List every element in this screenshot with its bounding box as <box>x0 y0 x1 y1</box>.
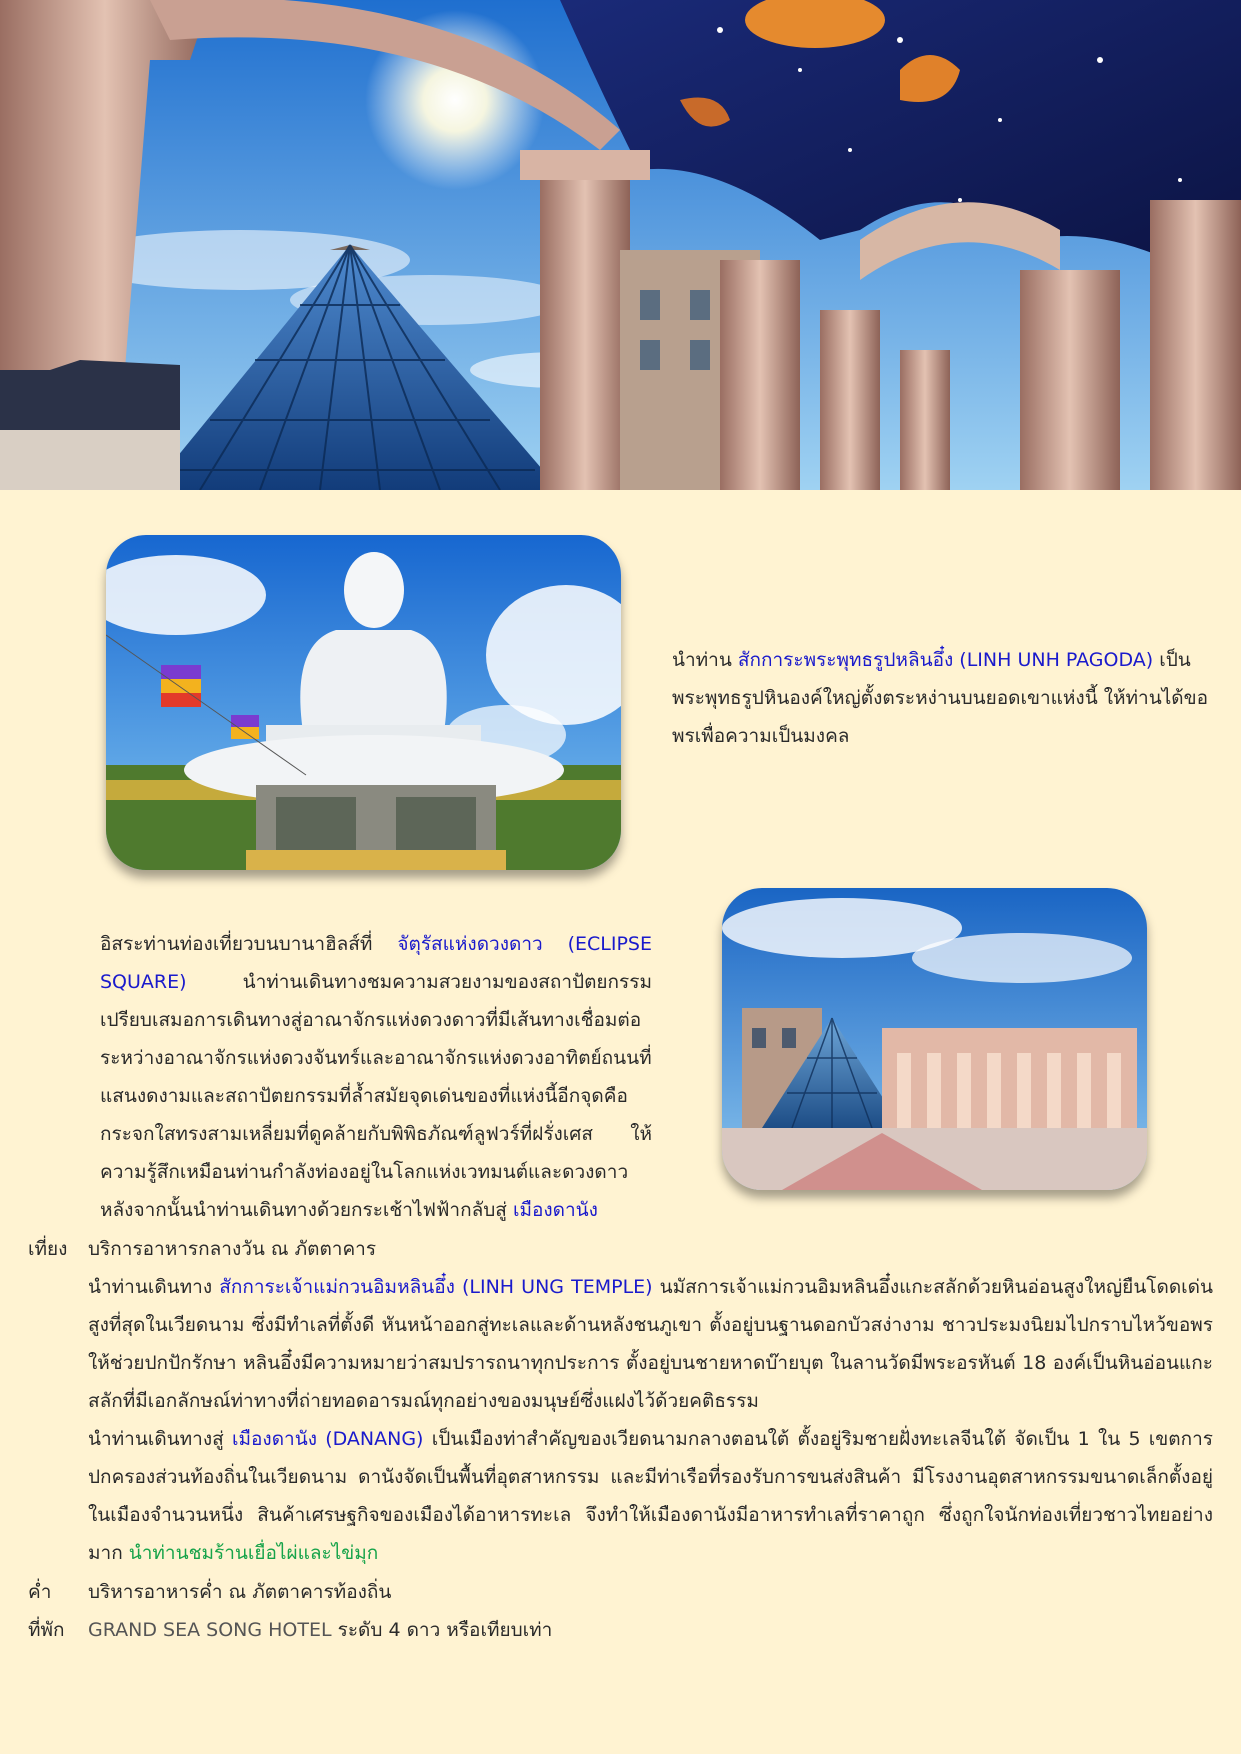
dinner-label: ค่ำ <box>28 1581 52 1603</box>
danang-paragraph <box>88 1420 1213 1572</box>
buddha-paragraph <box>672 641 1212 755</box>
dinner-row <box>28 1573 1228 1611</box>
eclipse-square-photo <box>722 888 1147 1190</box>
danang-highlight: เมืองดานัง (DANANG) <box>231 1428 424 1450</box>
buddha-photo <box>106 535 621 870</box>
temple-lead: นำท่านเดินทาง <box>88 1276 220 1298</box>
hotel-label: ที่พัก <box>28 1619 65 1641</box>
danang-shop-highlight: นำท่านชมร้านเยื่อไผ่และไข่มุก <box>128 1542 379 1564</box>
eclipse-paragraph <box>100 925 652 1229</box>
hotel-rating: ระดับ 4 ดาว หรือเทียบเท่า <box>331 1619 553 1641</box>
hotel-text <box>88 1611 552 1649</box>
temple-highlight: สักการะเจ้าแม่กวนอิมหลินอึ๋ง (LINH UNG TEMPLE) <box>219 1276 653 1298</box>
hero-image <box>0 0 1241 490</box>
buddha-rest: เป็นพระพุทธรูปหินองค์ใหญ่ตั้งตระหง่านบนยอดเขาแห่งนี้ ให้ท่านได้ขอพรเพื่อความเป็นมงคล <box>672 649 1209 747</box>
eclipse-end-highlight: เมืองดานัง <box>512 1199 598 1221</box>
temple-paragraph <box>88 1268 1213 1420</box>
eclipse-lead: อิสระท่านท่องเที่ยวบนบานาฮิลส์ที่ <box>100 933 398 955</box>
eclipse-rest: นำท่านเดินทางชมความสวยงามของสถาปัตยกรรม เปรียบเสมอการเดินทางสู่อาณาจักรแห่งดวงดาวที่มีเส้นทางเชื่อมต่อระหว่างอาณาจักรแห่งดวงจันทร์และอาณาจักรแห่งดวงอาทิตย์ถนนที่แสนงดงามและสถาปัตยกรรมที่ล้ำสมัยจุดเด่นของที่แห่งนี้อีกจุดคือกระจกใสทรงสามเหลี่ยมที่ดูคล้ายกับพิพิธภัณฑ์ลูฟวร์ที่ฝรั่งเศส ให้ความรู้สึกเหมือนท่านกำลังท่องอยู่ในโลกแห่งเวทมนต์และดวงดาว หลังจากนั้นนำท่านเดินทางด้วยกระเช้าไฟฟ้ากลับสู่ <box>100 971 652 1221</box>
hotel-name: GRAND SEA SONG HOTEL <box>88 1619 332 1641</box>
buddha-lead: นำท่าน <box>672 649 738 671</box>
lunch-label: เที่ยง <box>28 1238 68 1260</box>
danang-lead: นำท่านเดินทางสู่ <box>88 1428 232 1450</box>
dinner-text: บริหารอาหารค่ำ ณ ภัตตาคารท้องถิ่น <box>88 1581 392 1603</box>
danang-rest: เป็นเมืองท่าสำคัญของเวียดนามกลางตอนใต้ ตั้งอยู่ริมชายฝั่งทะเลจีนใต้ จัดเป็น 1 ใน 5 เขตการปกครองส่วนท้องถิ่นในเวียดนาม ดานังจัดเป็นพื้นที่อุตสาหกรรม และมีท่าเรือที่รองรับการขนส่งสินค้า มีโรงงานอุตสาหกรรมขนาดเล็กตั้งอยู่ในเมืองจำนวนหนึ่ง สินค้าเศรษฐกิจของเมืองได้อาหารทะเล จึงทำให้เมืองดานังมีอาหารทำเลที่ราคาถูก ซึ่งถูกใจนักท่องเที่ยวชาวไทยอย่างมาก <box>88 1428 1213 1564</box>
lunch-text: บริการอาหารกลางวัน ณ ภัตตาคาร <box>88 1238 377 1260</box>
eclipse-highlight: จัตุรัสแห่งดวงดาว (ECLIPSE SQUARE) <box>100 933 652 993</box>
temple-rest: นมัสการเจ้าแม่กวนอิมหลินอึ๋งแกะสลักด้วยหินอ่อนสูงใหญ่ยืนโดดเด่นสูงที่สุดในเวียดนาม ซึ่งมีทำเลที่ตั้งดี หันหน้าออกสู่ทะเลและด้านหลังชนภูเขา ตั้งอยู่บนฐานดอกบัวสง่างาม ชาวประมงนิยมไปกราบไหว้ขอพรให้ช่วยปกปักรักษา หลินอึ๋งมีความหมายว่าสมปรารถนาทุกประการ ตั้งอยู่บนชายหาดบ๊ายบุต ในลานวัดมีพระอรหันต์ 18 องค์เป็นหินอ่อนแกะสลักที่มีเอกลักษณ์ท่าทางที่ถ่ายทอดอารมณ์ทุกอย่างของมนุษย์ซึ่งแฝงไว้ด้วยคติธรรม <box>88 1276 1214 1412</box>
buddha-highlight: สักการะพระพุทธรูปหลินอึ๋ง (LINH UNH PAGODA) <box>737 649 1154 671</box>
lunch-row <box>28 1230 1228 1268</box>
hotel-row <box>28 1611 1228 1649</box>
